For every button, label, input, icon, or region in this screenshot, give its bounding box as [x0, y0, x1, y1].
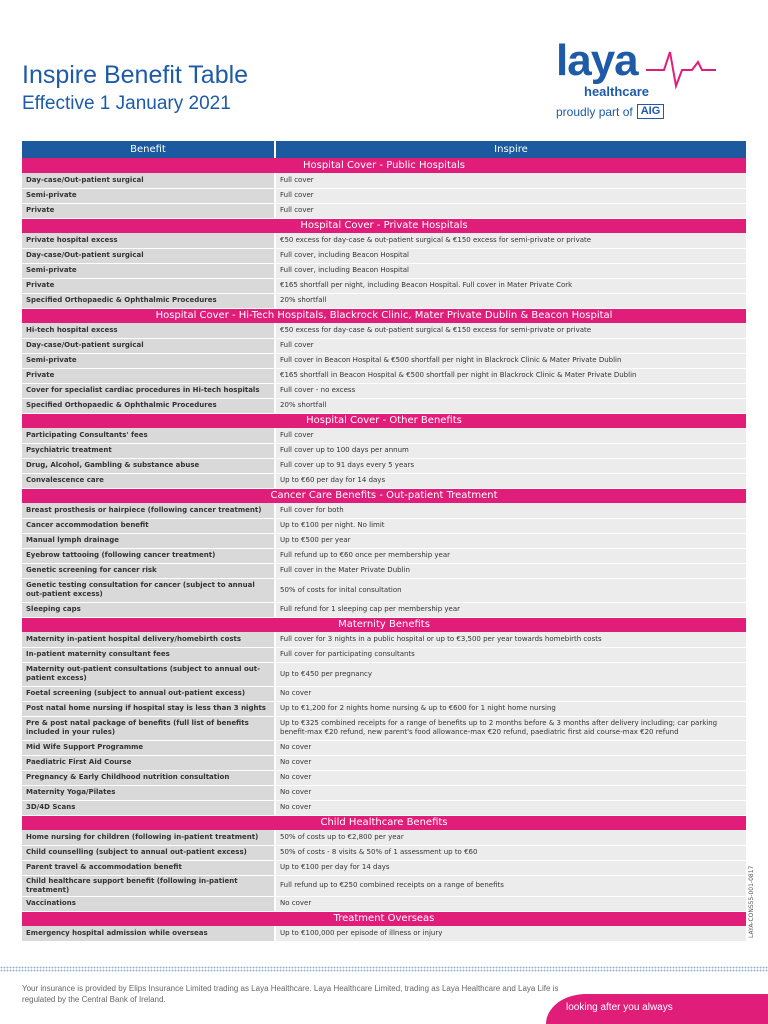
- benefit-cell: Semi-private: [22, 188, 275, 203]
- table-row: [22, 293, 746, 308]
- benefit-cell: Parent travel & accommodation benefit: [22, 860, 275, 875]
- inspire-value-cell: 50% of costs up to €2,800 per year: [275, 830, 746, 845]
- benefit-cell: Paediatric First Aid Course: [22, 755, 275, 770]
- dotted-divider: [0, 966, 768, 972]
- inspire-value-cell: No cover: [275, 896, 746, 911]
- benefit-cell: Cancer accommodation benefit: [22, 518, 275, 533]
- inspire-value-cell: Full refund up to €250 combined receipts on a range of benefits: [275, 875, 746, 896]
- inspire-value-cell: No cover: [275, 740, 746, 755]
- section-title: Maternity Benefits: [22, 617, 746, 632]
- table-row: [22, 503, 746, 518]
- table-row: [22, 278, 746, 293]
- benefit-cell: Post natal home nursing if hospital stay is less than 3 nights: [22, 701, 275, 716]
- benefit-cell: Day-case/Out-patient surgical: [22, 338, 275, 353]
- page-subtitle: Effective 1 January 2021: [22, 93, 231, 114]
- inspire-value-cell: Full cover - no excess: [275, 383, 746, 398]
- benefit-cell: Semi-private: [22, 263, 275, 278]
- benefit-cell: Specified Orthopaedic & Ophthalmic Procedures: [22, 293, 275, 308]
- table-row: [22, 338, 746, 353]
- table-row: [22, 188, 746, 203]
- benefit-cell: Cover for specialist cardiac procedures in Hi-tech hospitals: [22, 383, 275, 398]
- inspire-value-cell: Up to €1,200 for 2 nights home nursing & up to €600 for 1 night home nursing: [275, 701, 746, 716]
- inspire-value-cell: Full cover up to 100 days per annum: [275, 443, 746, 458]
- benefit-cell: Manual lymph drainage: [22, 533, 275, 548]
- table-row: [22, 248, 746, 263]
- inspire-value-cell: Up to €500 per year: [275, 533, 746, 548]
- aig-badge: AIG: [637, 104, 665, 119]
- benefit-cell: Private: [22, 368, 275, 383]
- table-row: [22, 632, 746, 647]
- inspire-value-cell: Full cover, including Beacon Hospital: [275, 248, 746, 263]
- section-header-row: [22, 911, 746, 926]
- table-row: [22, 428, 746, 443]
- inspire-value-cell: No cover: [275, 686, 746, 701]
- table-row: [22, 860, 746, 875]
- table-row: [22, 518, 746, 533]
- inspire-value-cell: €165 shortfall in Beacon Hospital & €500 shortfall per night in Blackrock Clinic & Mater Private Dublin: [275, 368, 746, 383]
- logo-sub: healthcare: [584, 84, 650, 99]
- table-row: [22, 473, 746, 488]
- benefit-cell: Specified Orthopaedic & Ophthalmic Procedures: [22, 398, 275, 413]
- table-row: [22, 602, 746, 617]
- inspire-value-cell: €50 excess for day-case & out-patient surgical & €150 excess for semi-private or private: [275, 233, 746, 248]
- benefit-cell: Pregnancy & Early Childhood nutrition consultation: [22, 770, 275, 785]
- table-row: [22, 926, 746, 941]
- benefit-cell: Hi-tech hospital excess: [22, 323, 275, 338]
- benefit-cell: Convalescence care: [22, 473, 275, 488]
- inspire-value-cell: Full cover: [275, 203, 746, 218]
- benefit-cell: Sleeping caps: [22, 602, 275, 617]
- inspire-value-cell: Full cover for participating consultants: [275, 647, 746, 662]
- table-row: [22, 443, 746, 458]
- inspire-value-cell: Full cover for 3 nights in a public hospital or up to €3,500 per year towards homebirth costs: [275, 632, 746, 647]
- table-row: [22, 458, 746, 473]
- footer-slogan-badge: [546, 994, 768, 1024]
- table-row: [22, 845, 746, 860]
- inspire-value-cell: Up to €450 per pregnancy: [275, 662, 746, 686]
- table-row: [22, 662, 746, 686]
- table-header-row: [22, 141, 746, 158]
- inspire-value-cell: €50 excess for day-case & out-patient surgical & €150 excess for semi-private or private: [275, 323, 746, 338]
- table-row: [22, 323, 746, 338]
- table-row: [22, 533, 746, 548]
- inspire-value-cell: 20% shortfall: [275, 293, 746, 308]
- benefit-cell: Mid Wife Support Programme: [22, 740, 275, 755]
- inspire-value-cell: €165 shortfall per night, including Beacon Hospital. Full cover in Mater Private Cork: [275, 278, 746, 293]
- section-header-row: [22, 413, 746, 428]
- benefit-cell: Breast prosthesis or hairpiece (following cancer treatment): [22, 503, 275, 518]
- benefit-cell: Home nursing for children (following in-patient treatment): [22, 830, 275, 845]
- benefit-cell: Genetic testing consultation for cancer (subject to annual out-patient excess): [22, 578, 275, 602]
- inspire-value-cell: 20% shortfall: [275, 398, 746, 413]
- table-row: [22, 203, 746, 218]
- footer-slogan: looking after you always: [566, 1002, 673, 1013]
- table-row: [22, 770, 746, 785]
- inspire-value-cell: Full cover: [275, 428, 746, 443]
- section-header-row: [22, 218, 746, 233]
- table-row: [22, 785, 746, 800]
- section-title: Cancer Care Benefits - Out-patient Treatment: [22, 488, 746, 503]
- benefit-cell: Emergency hospital admission while overseas: [22, 926, 275, 941]
- inspire-value-cell: Full refund for 1 sleeping cap per membership year: [275, 602, 746, 617]
- benefit-cell: Private: [22, 278, 275, 293]
- section-header-row: [22, 488, 746, 503]
- benefit-cell: Semi-private: [22, 353, 275, 368]
- logo-word: laya: [556, 36, 638, 85]
- table-row: [22, 740, 746, 755]
- heartbeat-icon: [646, 42, 746, 92]
- benefit-cell: Maternity out-patient consultations (subject to annual out-patient excess): [22, 662, 275, 686]
- table-row: [22, 233, 746, 248]
- inspire-value-cell: Up to €325 combined receipts for a range of benefits up to 2 months before & 3 months after delivery including; car parking benefit-max €20 refund, new parent's food allowance-max €20 refund, paediatric first aid course-max €20 refund: [275, 716, 746, 740]
- benefit-cell: Child healthcare support benefit (following in-patient treatment): [22, 875, 275, 896]
- section-title: Hospital Cover - Public Hospitals: [22, 158, 746, 173]
- benefit-cell: Private: [22, 203, 275, 218]
- header-inspire: Inspire: [275, 141, 746, 158]
- inspire-value-cell: No cover: [275, 770, 746, 785]
- inspire-value-cell: Up to €100 per day for 14 days: [275, 860, 746, 875]
- section-title: Hospital Cover - Private Hospitals: [22, 218, 746, 233]
- benefit-cell: Pre & post natal package of benefits (full list of benefits included in your rules): [22, 716, 275, 740]
- inspire-value-cell: Full cover: [275, 188, 746, 203]
- inspire-value-cell: No cover: [275, 755, 746, 770]
- table-row: [22, 368, 746, 383]
- benefit-cell: Day-case/Out-patient surgical: [22, 248, 275, 263]
- benefit-cell: In-patient maternity consultant fees: [22, 647, 275, 662]
- benefit-cell: Day-case/Out-patient surgical: [22, 173, 275, 188]
- section-title: Hospital Cover - Hi-Tech Hospitals, Blackrock Clinic, Mater Private Dublin & Beacon Hospital: [22, 308, 746, 323]
- inspire-value-cell: Full cover in Beacon Hospital & €500 shortfall per night in Blackrock Clinic & Mater Private Dublin: [275, 353, 746, 368]
- benefit-cell: Vaccinations: [22, 896, 275, 911]
- benefit-cell: Drug, Alcohol, Gambling & substance abuse: [22, 458, 275, 473]
- benefit-cell: Foetal screening (subject to annual out-patient excess): [22, 686, 275, 701]
- inspire-value-cell: Full cover: [275, 338, 746, 353]
- footer-disclaimer: Your insurance is provided by Elips Insurance Limited trading as Laya Healthcare. Laya Healthcare Limited, trading as Laya Healthcare and Laya Life is regulated by the Central Bank of Ireland.: [22, 984, 559, 1004]
- table-row: [22, 716, 746, 740]
- table-row: [22, 383, 746, 398]
- table-row: [22, 755, 746, 770]
- table-row: [22, 398, 746, 413]
- table-row: [22, 800, 746, 815]
- inspire-value-cell: Full cover in the Mater Private Dublin: [275, 563, 746, 578]
- table-row: [22, 686, 746, 701]
- table-row: [22, 563, 746, 578]
- inspire-value-cell: Full cover, including Beacon Hospital: [275, 263, 746, 278]
- benefit-cell: Child counselling (subject to annual out-patient excess): [22, 845, 275, 860]
- benefit-cell: Genetic screening for cancer risk: [22, 563, 275, 578]
- section-header-row: [22, 617, 746, 632]
- benefit-cell: Participating Consultants' fees: [22, 428, 275, 443]
- inspire-value-cell: Up to €100,000 per episode of illness or injury: [275, 926, 746, 941]
- inspire-value-cell: 50% of costs for inital consultation: [275, 578, 746, 602]
- page-title: Inspire Benefit Table: [22, 61, 249, 89]
- inspire-value-cell: No cover: [275, 800, 746, 815]
- logo-tagline: [556, 104, 664, 119]
- table-body: [22, 158, 746, 941]
- table-row: [22, 173, 746, 188]
- table-row: [22, 701, 746, 716]
- benefit-cell: Psychiatric treatment: [22, 443, 275, 458]
- benefit-cell: Maternity Yoga/Pilates: [22, 785, 275, 800]
- section-header-row: [22, 158, 746, 173]
- benefit-cell: Eyebrow tattooing (following cancer treatment): [22, 548, 275, 563]
- benefit-cell: Maternity in-patient hospital delivery/homebirth costs: [22, 632, 275, 647]
- benefit-cell: Private hospital excess: [22, 233, 275, 248]
- section-title: Child Healthcare Benefits: [22, 815, 746, 830]
- inspire-value-cell: Full refund up to €60 once per membership year: [275, 548, 746, 563]
- section-title: Treatment Overseas: [22, 911, 746, 926]
- page-title-block: [22, 60, 248, 116]
- inspire-value-cell: Full cover for both: [275, 503, 746, 518]
- section-header-row: [22, 815, 746, 830]
- table-row: [22, 578, 746, 602]
- table-row: [22, 647, 746, 662]
- table-row: [22, 875, 746, 896]
- inspire-value-cell: Full cover up to 91 days every 5 years: [275, 458, 746, 473]
- tagline-text: proudly part of: [556, 104, 633, 119]
- benefit-table: [22, 141, 746, 942]
- table-row: [22, 830, 746, 845]
- inspire-value-cell: Up to €100 per night. No limit: [275, 518, 746, 533]
- table-row: [22, 548, 746, 563]
- header-benefit: Benefit: [22, 141, 275, 158]
- inspire-value-cell: Full cover: [275, 173, 746, 188]
- table-row: [22, 896, 746, 911]
- inspire-value-cell: No cover: [275, 785, 746, 800]
- section-title: Hospital Cover - Other Benefits: [22, 413, 746, 428]
- section-header-row: [22, 308, 746, 323]
- table-row: [22, 353, 746, 368]
- table-row: [22, 263, 746, 278]
- inspire-value-cell: Up to €60 per day for 14 days: [275, 473, 746, 488]
- benefit-cell: 3D/4D Scans: [22, 800, 275, 815]
- laya-logo: [556, 36, 756, 126]
- document-code: LAYA-CONS55-001-0817: [748, 865, 755, 938]
- inspire-value-cell: 50% of costs - 8 visits & 50% of 1 assessment up to €60: [275, 845, 746, 860]
